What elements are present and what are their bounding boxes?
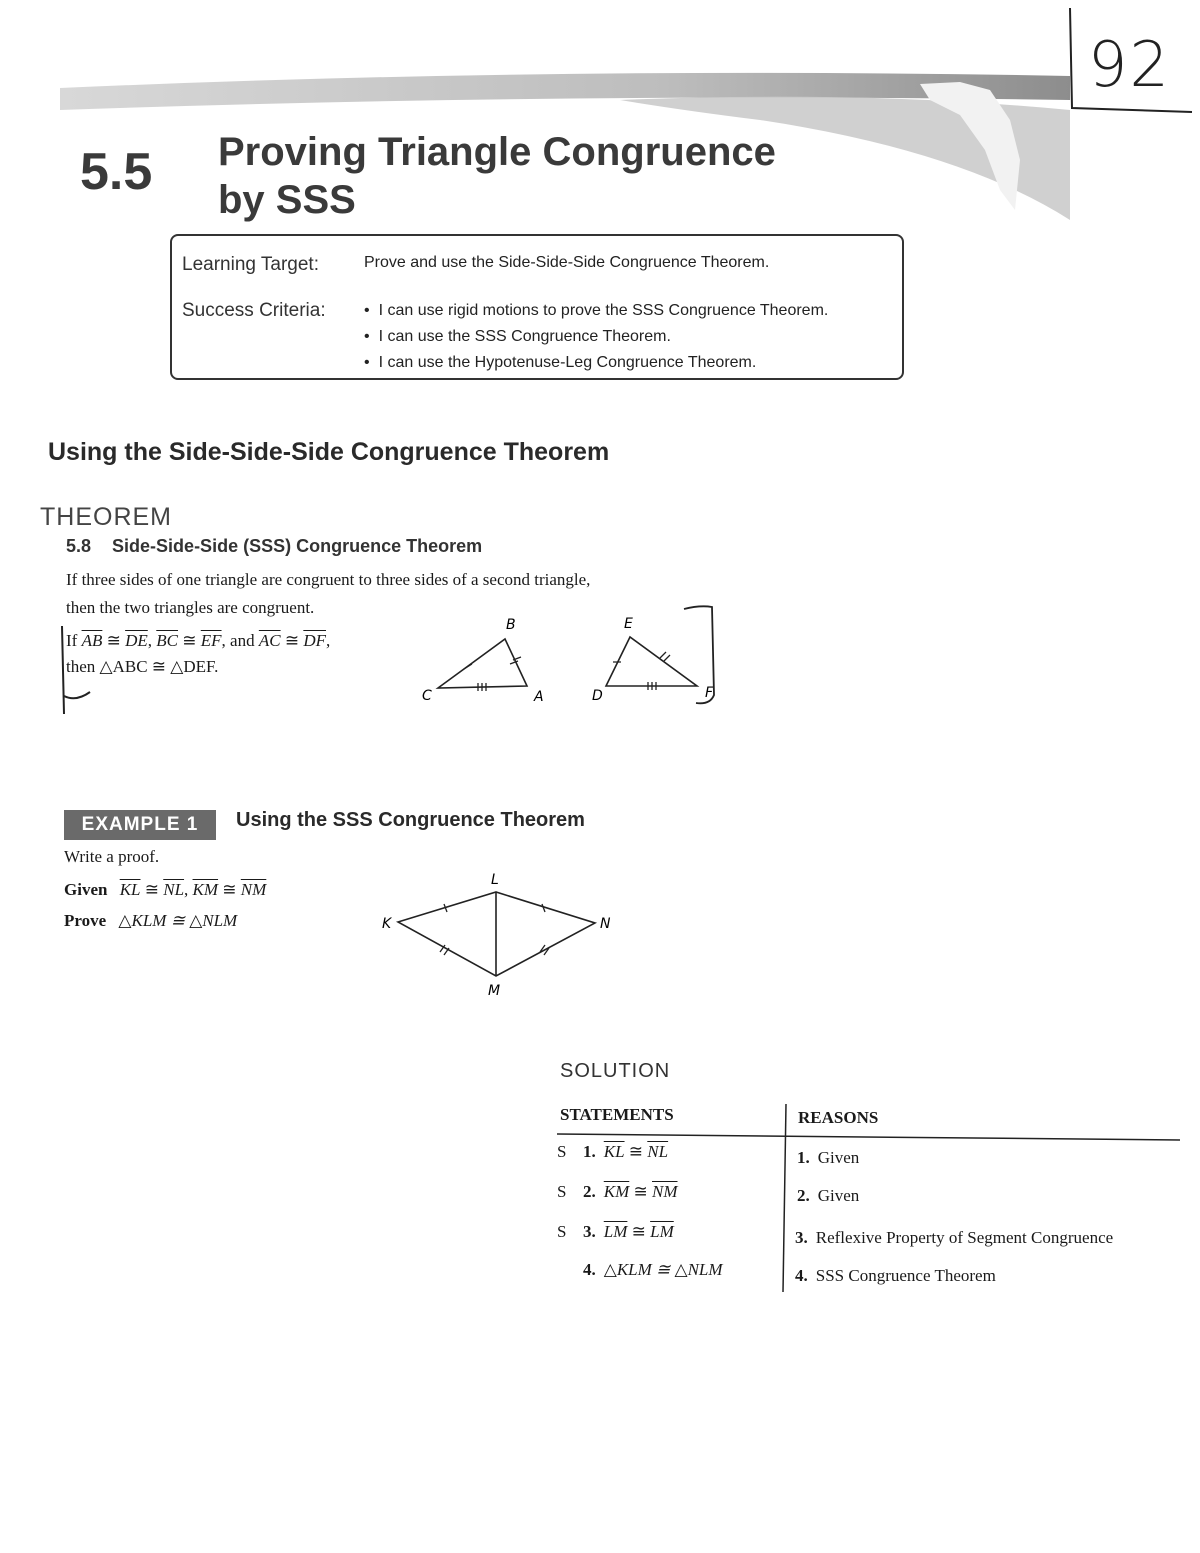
example-badge: EXAMPLE 1 xyxy=(64,810,216,840)
segment-nm: $\overline{NM}$ xyxy=(652,1182,678,1201)
sss-tag: S xyxy=(557,1142,567,1161)
statement-row xyxy=(557,1142,668,1162)
vertex-label-l: L xyxy=(491,872,499,888)
congruent-symbol: ≅ xyxy=(633,1182,648,1201)
congruent-symbol: ≅ xyxy=(144,880,159,899)
page-number: 92 xyxy=(1088,28,1171,101)
statement-number: 1. xyxy=(583,1142,596,1161)
theorem-number: 5.8 xyxy=(66,536,92,556)
reason-text: Reflexive Property of Segment Congruence xyxy=(815,1228,1114,1247)
segment-lm: $\overline{LM}$ xyxy=(603,1222,628,1241)
segment-lm: $\overline{LM}$ xyxy=(650,1222,674,1241)
reason-text: Given xyxy=(817,1186,860,1205)
theorem-label: THEOREM xyxy=(40,503,172,531)
handwritten-bracket-left xyxy=(56,622,96,718)
section-heading: Using the Side-Side-Side Congruence Theorem xyxy=(48,438,610,466)
congruent-symbol: ≅ xyxy=(628,1142,644,1161)
given-label: Given xyxy=(64,880,108,899)
segment-df: $\overline{DF}$ xyxy=(303,631,326,650)
and-word: , and xyxy=(221,631,259,650)
segment-km: $\overline{KM}$ xyxy=(603,1182,630,1201)
vertex-label-b: B xyxy=(506,617,516,633)
section-number: 5.5 xyxy=(80,143,153,201)
if-word: If xyxy=(66,631,82,650)
congruent-symbol: ≅ xyxy=(182,631,197,650)
reason-text: Given xyxy=(817,1148,860,1167)
theorem-title xyxy=(66,536,482,557)
segment-de: $\overline{DE}$ xyxy=(125,631,148,650)
congruent-symbol: ≅ xyxy=(284,631,300,650)
reason-text: SSS Congruence Theorem xyxy=(815,1266,996,1285)
statement-row xyxy=(557,1222,674,1242)
success-criteria-label: Success Criteria: xyxy=(182,300,326,321)
theorem-conclusion: then △ABC ≅ △DEF. xyxy=(66,657,219,676)
reason-row xyxy=(795,1266,996,1286)
segment-nm: $\overline{NM}$ xyxy=(240,880,267,899)
reason-row xyxy=(797,1148,859,1168)
statements-header: STATEMENTS xyxy=(560,1105,674,1124)
segment-ab: $\overline{AB}$ xyxy=(81,631,103,650)
theorem-statement-line-2: then the two triangles are congruent. xyxy=(66,598,315,617)
example-prompt: Write a proof. xyxy=(64,847,160,866)
learning-target-label: Learning Target: xyxy=(182,254,319,275)
solution-label: SOLUTION xyxy=(560,1060,671,1082)
segment-nl: $\overline{NL}$ xyxy=(647,1142,669,1161)
example-title: Using the SSS Congruence Theorem xyxy=(236,809,585,831)
congruent-symbol: ≅ xyxy=(222,880,237,899)
sss-tag: S xyxy=(557,1222,567,1241)
prove-label: Prove xyxy=(64,911,107,930)
reasons-header: REASONS xyxy=(798,1108,879,1127)
title-line-2: by SSS xyxy=(218,178,356,222)
reason-row xyxy=(795,1228,1113,1248)
page-number-box xyxy=(1066,8,1196,118)
title-line-1: Proving Triangle Congruence xyxy=(218,130,776,174)
vertex-label-m: M xyxy=(488,983,501,999)
reason-number: 3. xyxy=(795,1228,808,1247)
reason-row xyxy=(797,1186,859,1206)
reason-number: 1. xyxy=(797,1148,810,1167)
criteria-item: • I can use the Hypotenuse-Leg Congruence Theorem. xyxy=(364,350,828,376)
triangles-figure xyxy=(400,605,730,725)
success-criteria-list xyxy=(364,298,828,376)
learning-target-box xyxy=(170,234,904,380)
reason-number: 4. xyxy=(795,1266,808,1285)
segment-kl: $\overline{KL}$ xyxy=(603,1142,625,1161)
statement-row xyxy=(557,1182,678,1202)
vertex-label-k: K xyxy=(382,916,392,932)
segment-km: $\overline{KM}$ xyxy=(192,880,219,899)
theorem-hypothesis: If $\overline{AB}$ ≅ $\overline{DE}$, $\overline{BC}$ ≅ $\overline{EF}$, and $\overline{AC}$ ≅ $\overline{DF}$, then △ABC ≅ △DEF. xyxy=(66,628,330,680)
congruent-symbol: ≅ xyxy=(106,631,121,650)
congruent-symbol: ≅ xyxy=(631,1222,646,1241)
criteria-item: • I can use the SSS Congruence Theorem. xyxy=(364,324,828,350)
segment-nl: $\overline{NL}$ xyxy=(163,880,185,899)
statement-text: △KLM ≅ △NLM xyxy=(603,1260,723,1279)
theorem-name: Side-Side-Side (SSS) Congruence Theorem xyxy=(112,536,483,556)
statement-number: 2. xyxy=(583,1182,596,1201)
vertex-label-e: E xyxy=(624,616,633,632)
kite-figure xyxy=(370,870,630,1000)
segment-bc: $\overline{BC}$ xyxy=(156,631,179,650)
sss-tag: S xyxy=(557,1182,567,1201)
vertex-label-c: C xyxy=(422,688,432,704)
theorem-statement-line-1: If three sides of one triangle are congruent to three sides of a second triangle, xyxy=(66,570,591,589)
prove-text: △KLM ≅ △NLM xyxy=(118,911,238,930)
given-statement: Given $\overline{KL}$ ≅ $\overline{NL}$, $\overline{KM}$ ≅ $\overline{NM}$ xyxy=(64,880,267,899)
statement-number: 3. xyxy=(583,1222,596,1241)
vertex-label-n: N xyxy=(600,916,611,932)
prove-statement xyxy=(64,911,237,931)
segment-kl: $\overline{KL}$ xyxy=(119,880,141,899)
vertex-label-f: F xyxy=(705,685,714,701)
page-title xyxy=(218,128,776,224)
vertex-label-d: D xyxy=(592,688,603,704)
learning-target-text: Prove and use the Side-Side-Side Congruence Theorem. xyxy=(364,254,770,271)
segment-ac: $\overline{AC}$ xyxy=(258,631,281,650)
proof-table xyxy=(557,1102,1180,1292)
statement-row xyxy=(583,1260,723,1280)
segment-ef: $\overline{EF}$ xyxy=(200,631,222,650)
reason-number: 2. xyxy=(797,1186,810,1205)
vertex-label-a: A xyxy=(534,689,544,705)
statement-number: 4. xyxy=(583,1260,596,1279)
criteria-item: • I can use rigid motions to prove the SSS Congruence Theorem. xyxy=(364,298,828,324)
